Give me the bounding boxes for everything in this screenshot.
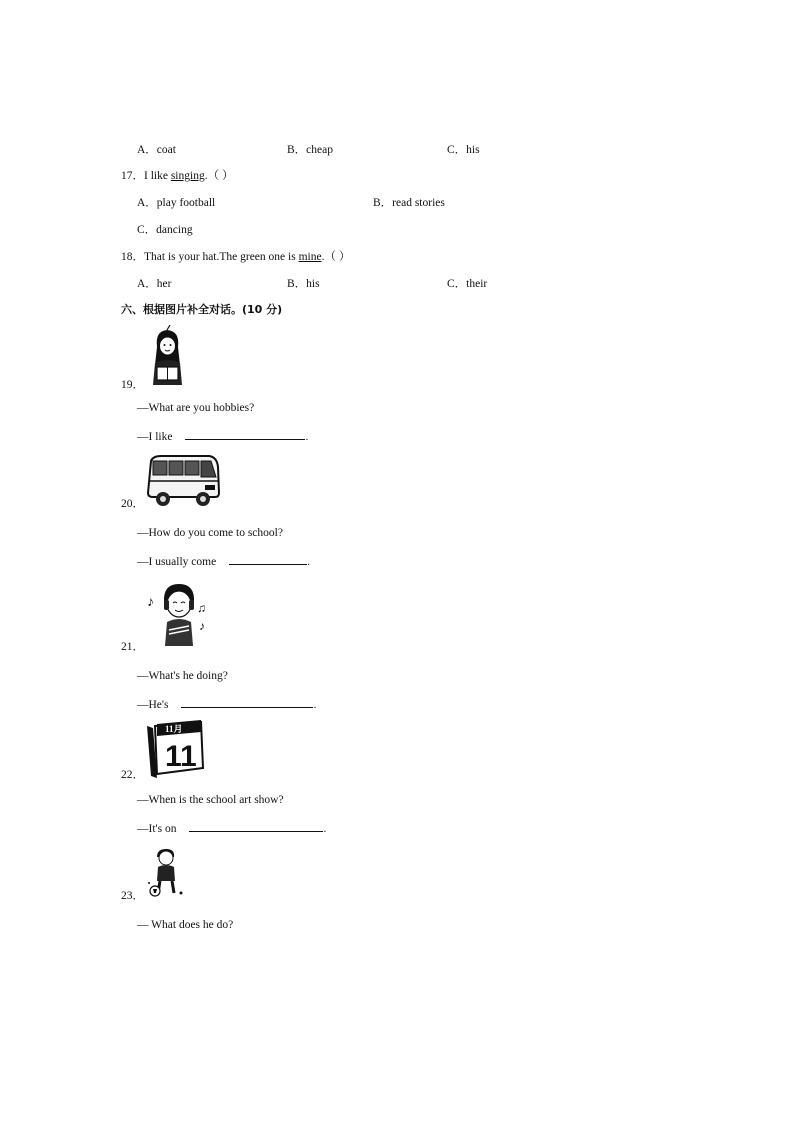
svg-text:♪: ♪	[147, 595, 154, 610]
q21-answer-prefix: —He's	[137, 699, 169, 711]
calendar-icon	[145, 720, 205, 780]
section-6-heading: 六、根据图片补全对话。(10 分)	[121, 303, 283, 316]
q22-number: 22．	[121, 769, 144, 781]
bus-icon	[145, 453, 221, 509]
q17-prefix: 17．I like	[121, 170, 171, 182]
q18-prefix: 18．That is your hat.The green one is	[121, 251, 299, 263]
q19-number: 19．	[121, 379, 144, 391]
q23-question: — What does he do?	[137, 919, 234, 931]
q20-question: —How do you come to school?	[137, 527, 283, 539]
q20-answer-blank[interactable]	[229, 553, 307, 565]
q20-number: 20．	[121, 498, 144, 510]
q19-answer-line	[137, 428, 308, 444]
q19-question: —What are you hobbies?	[137, 402, 255, 414]
q18-option-a: A．her	[137, 278, 172, 290]
q18-option-b: B．his	[287, 278, 320, 290]
q16-option-c: C．his	[447, 144, 480, 156]
q17-suffix: .（ ）	[204, 170, 234, 182]
q19-answer-prefix: —I like	[137, 431, 173, 443]
q23-number: 23．	[121, 890, 144, 902]
q20-answer-prefix: —I usually come	[137, 556, 217, 568]
q18-option-c: C．their	[447, 278, 488, 290]
q20-answer-line	[137, 553, 310, 569]
q17-option-a: A．play football	[137, 197, 216, 209]
q21-answer-blank[interactable]	[181, 696, 313, 708]
svg-text:♪: ♪	[199, 619, 205, 633]
q21-question: —What's he doing?	[137, 670, 228, 682]
q17-option-c: C．dancing	[137, 224, 193, 236]
q22-answer-prefix: —It's on	[137, 823, 177, 835]
q17-option-b: B．read stories	[373, 197, 445, 209]
q17-underlined-word: singing	[170, 170, 205, 182]
q19-answer-suffix: .	[305, 431, 309, 443]
boy-football-icon	[145, 847, 187, 899]
q22-answer-blank[interactable]	[189, 820, 323, 832]
q21-number: 21．	[121, 641, 144, 653]
svg-text:♫: ♫	[197, 601, 206, 615]
q17-stem	[121, 169, 233, 183]
q22-question: —When is the school art show?	[137, 794, 284, 806]
q21-answer-suffix: .	[313, 699, 317, 711]
q22-answer-suffix: .	[323, 823, 327, 835]
calendar-day-label: 11	[165, 740, 197, 773]
q21-answer-line	[137, 696, 316, 712]
q19-answer-blank[interactable]	[185, 428, 305, 440]
q18-stem	[121, 250, 350, 264]
q20-answer-suffix: .	[307, 556, 311, 568]
q16-option-a: A．coat	[137, 144, 176, 156]
q18-underlined-word: mine	[298, 251, 322, 263]
calendar-month-label: 11月	[165, 724, 183, 734]
girl-reading-icon	[145, 325, 190, 387]
boy-listening-music-icon	[145, 578, 212, 648]
q18-suffix: .（ ）	[321, 251, 351, 263]
q22-answer-line	[137, 820, 326, 836]
q16-option-b: B．cheap	[287, 144, 333, 156]
